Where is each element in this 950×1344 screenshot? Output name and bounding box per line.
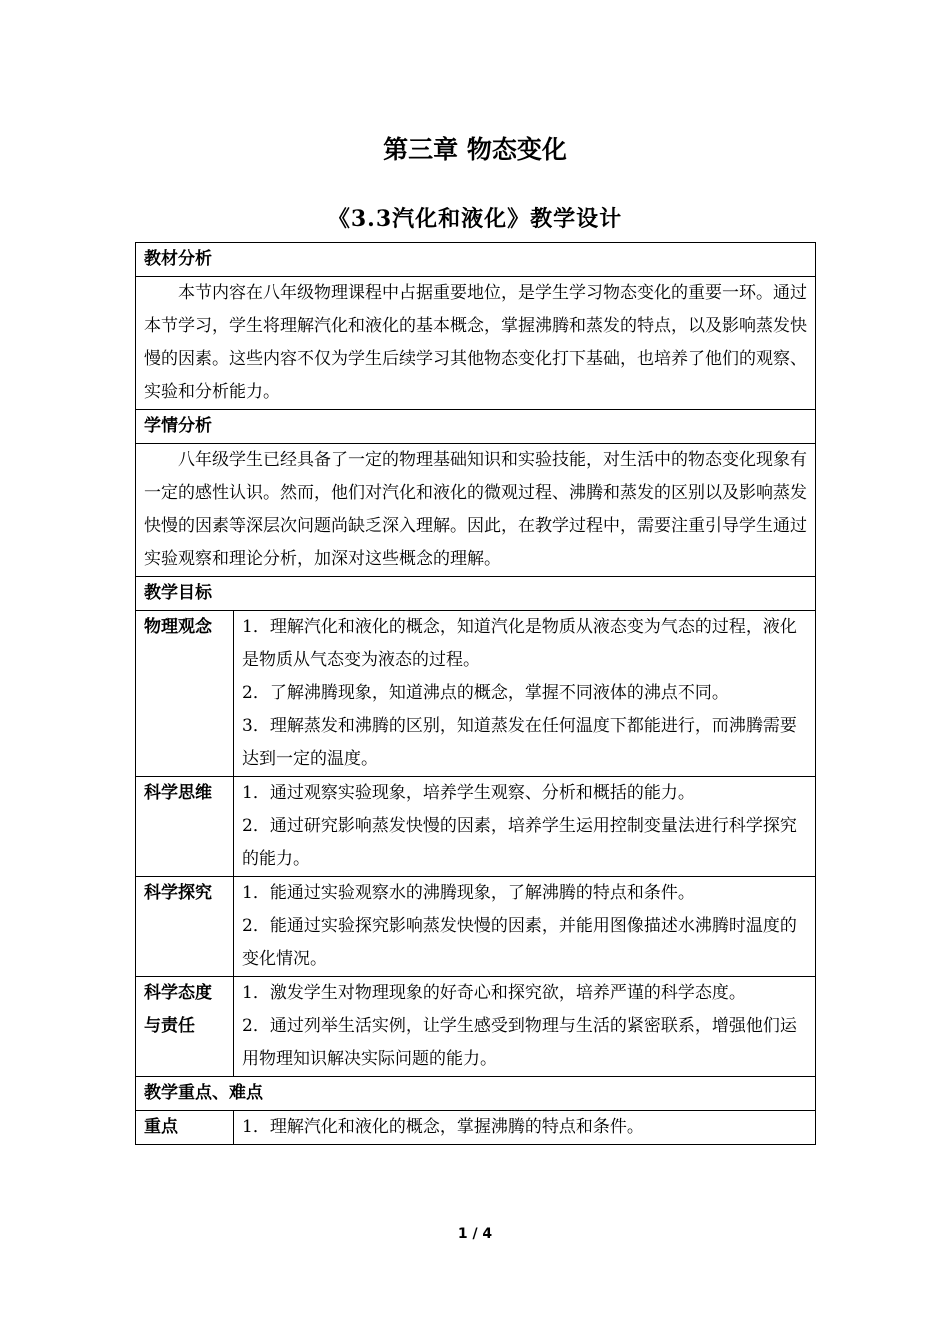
keypoint-label: 重点 [136, 1111, 234, 1145]
section-header-row [136, 577, 816, 611]
section-body-row [136, 444, 816, 577]
goal-row [136, 611, 816, 777]
section-header-row [136, 410, 816, 444]
student-analysis-heading: 学情分析 [136, 410, 816, 444]
goal-items [234, 611, 816, 777]
goal-item: 2．能通过实验探究影响蒸发快慢的因素，并能用图像描述水沸腾时温度的变化情况。 [242, 916, 797, 969]
goal-label: 科学思维 [136, 777, 234, 877]
section-body-row [136, 277, 816, 410]
keypoint-item: 1．理解汽化和液化的概念，掌握沸腾的特点和条件。 [242, 1117, 644, 1137]
goal-row [136, 977, 816, 1077]
goal-item: 1．通过观察实验现象，培养学生观察、分析和概括的能力。 [242, 783, 695, 803]
goal-items [234, 977, 816, 1077]
keypoint-items [234, 1111, 816, 1145]
keypoints-heading: 教学重点、难点 [136, 1077, 816, 1111]
goal-label: 物理观念 [136, 611, 234, 777]
goal-row [136, 877, 816, 977]
lesson-title: 《3.3汽化和液化》教学设计 [327, 206, 623, 232]
goal-item: 2．了解沸腾现象，知道沸点的概念，掌握不同液体的沸点不同。 [242, 683, 729, 703]
teaching-goals-heading: 教学目标 [136, 577, 816, 611]
keypoint-row [136, 1111, 816, 1145]
goal-label: 科学探究 [136, 877, 234, 977]
goal-items [234, 777, 816, 877]
goal-row [136, 777, 816, 877]
goal-item: 2．通过列举生活实例，让学生感受到物理与生活的紧密联系，增强他们运用物理知识解决实际问题的能力。 [242, 1016, 797, 1069]
lesson-plan-table [135, 242, 816, 1145]
goal-item: 2．通过研究影响蒸发快慢的因素，培养学生运用控制变量法进行科学探究的能力。 [242, 816, 797, 869]
section-header-row [136, 243, 816, 277]
page-number: 1 / 4 [457, 1226, 493, 1242]
goal-item: 1．激发学生对物理现象的好奇心和探究欲，培养严谨的科学态度。 [242, 983, 746, 1003]
goal-item: 1．理解汽化和液化的概念，知道汽化是物质从液态变为气态的过程，液化是物质从气态变为液态的过程。 [242, 617, 797, 670]
goal-item: 3．理解蒸发和沸腾的区别，知道蒸发在任何温度下都能进行，而沸腾需要达到一定的温度。 [242, 716, 797, 769]
goal-label: 科学态度与责任 [136, 977, 234, 1077]
goal-items [234, 877, 816, 977]
student-analysis-text: 八年级学生已经具备了一定的物理基础知识和实验技能，对生活中的物态变化现象有一定的感性认识。然而，他们对汽化和液化的微观过程、沸腾和蒸发的区别以及影响蒸发快慢的因素等深层次问题尚缺乏深入理解。因此，在教学过程中，需要注重引导学生通过实验观察和理论分析，加深对这些概念的理解。 [136, 444, 816, 577]
section-header-row [136, 1077, 816, 1111]
chapter-title: 第三章 物态变化 [383, 135, 567, 164]
textbook-analysis-heading: 教材分析 [136, 243, 816, 277]
goal-item: 1．能通过实验观察水的沸腾现象，了解沸腾的特点和条件。 [242, 883, 695, 903]
textbook-analysis-text: 本节内容在八年级物理课程中占据重要地位，是学生学习物态变化的重要一环。通过本节学习，学生将理解汽化和液化的基本概念，掌握沸腾和蒸发的特点，以及影响蒸发快慢的因素。这些内容不仅为学生后续学习其他物态变化打下基础，也培养了他们的观察、实验和分析能力。 [136, 277, 816, 410]
